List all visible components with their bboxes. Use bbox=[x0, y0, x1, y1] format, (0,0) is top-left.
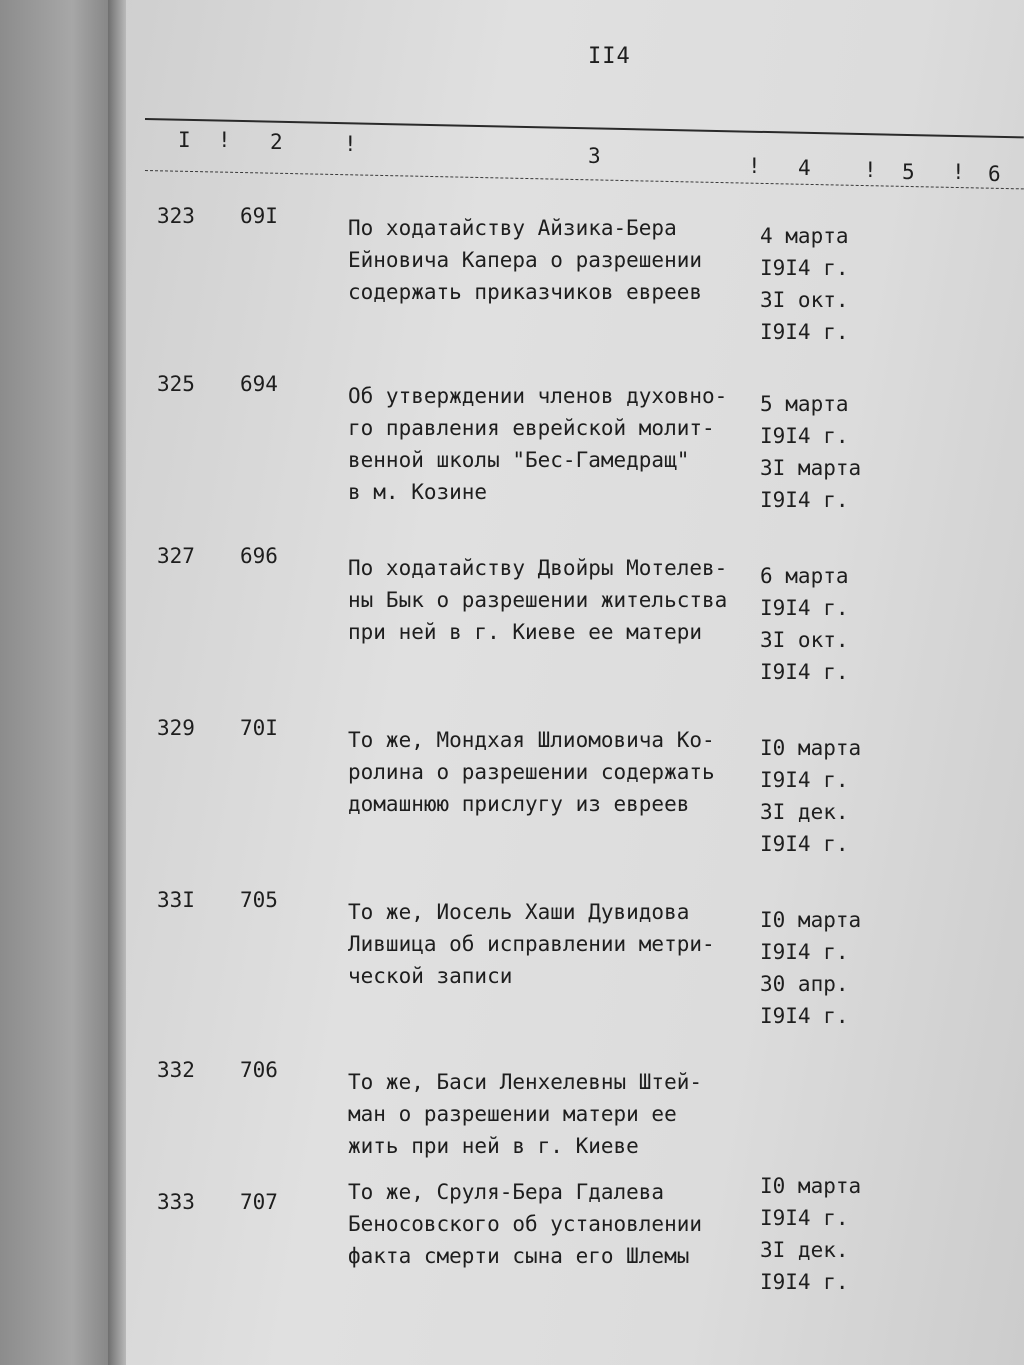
header-col6: 6 bbox=[988, 162, 1001, 186]
date-line: 5 марта bbox=[760, 392, 849, 416]
entry-number: 327 bbox=[157, 544, 195, 568]
description-line: По ходатайству Айзика-Бера bbox=[348, 216, 677, 240]
description-line: в м. Козине bbox=[348, 480, 488, 504]
header-sep4: ! bbox=[864, 158, 877, 182]
date-line: I9I4 г. bbox=[760, 1206, 849, 1230]
entry-number: 329 bbox=[157, 716, 195, 740]
date-line: 3I дек. bbox=[760, 1238, 849, 1262]
entry-description bbox=[348, 380, 768, 508]
entry-dates bbox=[760, 220, 880, 348]
date-line: I0 марта bbox=[760, 736, 862, 760]
header-col4: 4 bbox=[798, 156, 811, 180]
description-line: Лившица об исправлении метри- bbox=[348, 932, 715, 956]
date-line: 3I дек. bbox=[760, 800, 849, 824]
entry-number: 333 bbox=[157, 1190, 195, 1214]
page-number: II4 bbox=[588, 44, 631, 69]
entry-description bbox=[348, 212, 768, 308]
date-line: I0 марта bbox=[760, 908, 862, 932]
entry-description bbox=[348, 724, 768, 820]
date-line: 3I окт. bbox=[760, 288, 849, 312]
date-line: I9I4 г. bbox=[760, 1270, 849, 1294]
entry-reference: 696 bbox=[240, 544, 278, 568]
date-line: I9I4 г. bbox=[760, 768, 849, 792]
description-line: содержать приказчиков евреев bbox=[348, 280, 703, 304]
date-line: 30 апр. bbox=[760, 972, 849, 996]
description-line: ролина о разрешении содержать bbox=[348, 760, 715, 784]
description-line: Ейновича Капера о разрешении bbox=[348, 248, 703, 272]
description-line: То же, Мондхая Шлиомовича Ко- bbox=[348, 728, 715, 752]
date-line: I9I4 г. bbox=[760, 660, 849, 684]
header-sep3: ! bbox=[748, 154, 761, 178]
entry-description bbox=[348, 552, 768, 648]
header-sep1: ! bbox=[218, 128, 231, 152]
description-line: го правления еврейской молит- bbox=[348, 416, 715, 440]
entry-reference: 705 bbox=[240, 888, 278, 912]
date-line: I9I4 г. bbox=[760, 488, 849, 512]
entry-reference: 694 bbox=[240, 372, 278, 396]
description-line: По ходатайству Двойры Мотелев- bbox=[348, 556, 728, 580]
date-line: I9I4 г. bbox=[760, 940, 849, 964]
date-line: I9I4 г. bbox=[760, 256, 849, 280]
description-line: при ней в г. Киеве ее матери bbox=[348, 620, 703, 644]
description-line: Беносовского об установлении bbox=[348, 1212, 703, 1236]
description-line: То же, Сруля-Бера Гдалева bbox=[348, 1180, 665, 1204]
entry-dates bbox=[760, 560, 880, 688]
entry-reference: 707 bbox=[240, 1190, 278, 1214]
description-line: ческой записи bbox=[348, 964, 513, 988]
entry-reference: 70I bbox=[240, 716, 278, 740]
date-line: I9I4 г. bbox=[760, 832, 849, 856]
header-col2: 2 bbox=[270, 130, 283, 154]
entry-dates bbox=[760, 1170, 880, 1298]
table-header bbox=[0, 128, 1024, 184]
entry-number: 325 bbox=[157, 372, 195, 396]
entry-number: 323 bbox=[157, 204, 195, 228]
header-col5: 5 bbox=[902, 160, 915, 184]
entry-description bbox=[348, 1176, 768, 1272]
entry-description bbox=[348, 896, 768, 992]
date-line: I0 марта bbox=[760, 1174, 862, 1198]
date-line: I9I4 г. bbox=[760, 320, 849, 344]
book-gutter bbox=[108, 0, 126, 1365]
header-col3: 3 bbox=[588, 144, 601, 168]
entry-reference: 69I bbox=[240, 204, 278, 228]
description-line: То же, Баси Ленхелевны Штей- bbox=[348, 1070, 703, 1094]
description-line: Об утверждении членов духовно- bbox=[348, 384, 728, 408]
description-line: факта смерти сына его Шлемы bbox=[348, 1244, 690, 1268]
entry-dates bbox=[760, 904, 880, 1032]
date-line: 4 марта bbox=[760, 224, 849, 248]
entry-reference: 706 bbox=[240, 1058, 278, 1082]
entry-dates bbox=[760, 732, 880, 860]
description-line: То же, Иосель Хаши Дувидова bbox=[348, 900, 690, 924]
description-line: ны Бык о разрешении жительства bbox=[348, 588, 728, 612]
date-line: 3I марта bbox=[760, 456, 862, 480]
date-line: I9I4 г. bbox=[760, 596, 849, 620]
description-line: жить при ней в г. Киеве bbox=[348, 1134, 639, 1158]
description-line: ман о разрешении матери ее bbox=[348, 1102, 677, 1126]
entry-number: 33I bbox=[157, 888, 195, 912]
date-line: 3I окт. bbox=[760, 628, 849, 652]
date-line: I9I4 г. bbox=[760, 424, 849, 448]
header-col1: I bbox=[178, 128, 191, 152]
header-sep2: ! bbox=[344, 132, 357, 156]
entry-description bbox=[348, 1066, 768, 1162]
entry-number: 332 bbox=[157, 1058, 195, 1082]
date-line: I9I4 г. bbox=[760, 1004, 849, 1028]
description-line: домашнюю прислугу из евреев bbox=[348, 792, 690, 816]
header-sep5: ! bbox=[952, 160, 965, 184]
date-line: 6 марта bbox=[760, 564, 849, 588]
left-page-edge bbox=[0, 0, 120, 1365]
entry-dates bbox=[760, 388, 880, 516]
description-line: венной школы "Бес-Гамедращ" bbox=[348, 448, 690, 472]
